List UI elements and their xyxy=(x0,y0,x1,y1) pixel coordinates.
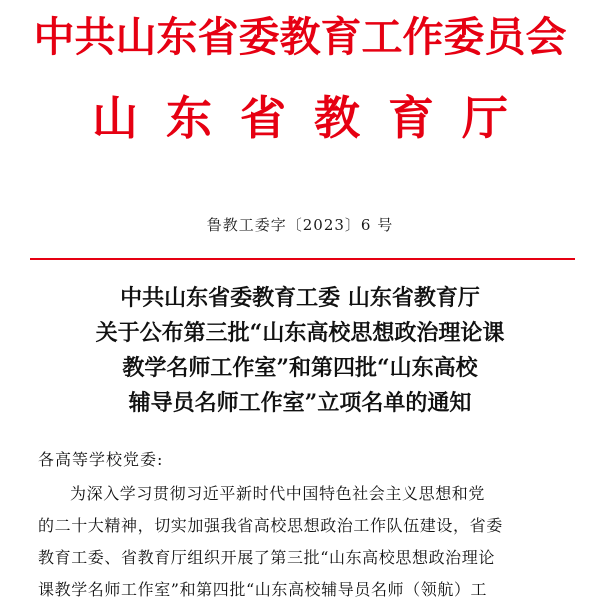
body-line-2: 的二十大精神，切实加强我省高校思想政治工作队伍建设，省委 xyxy=(38,516,503,535)
document-title-line-4: 辅导员名师工作室”立项名单的通知 xyxy=(128,390,472,416)
department-header: 山东省教育厅 xyxy=(92,91,536,145)
document-number: 鲁教工委字〔2023〕6 号 xyxy=(206,216,394,234)
document-title-line-1: 中共山东省委教育工委 山东省教育厅 xyxy=(120,285,480,311)
addressee: 各高等学校党委: xyxy=(38,450,164,469)
red-divider-line xyxy=(30,258,575,260)
body-line-4: 课教学名师工作室”和第四批“山东高校辅导员名师（领航）工 xyxy=(38,580,488,599)
document-title-line-3: 教学名师工作室”和第四批“山东高校 xyxy=(122,355,478,381)
body-line-1: 为深入学习贯彻习近平新时代中国特色社会主义思想和党 xyxy=(70,484,486,503)
issuing-authority-header: 中共山东省委教育工作委员会 xyxy=(33,13,567,61)
body-line-3: 教育工委、省教育厅组织开展了第三批“山东高校思想政治理论 xyxy=(38,548,495,567)
document-title-line-2: 关于公布第三批“山东高校思想政治理论课 xyxy=(95,320,505,346)
